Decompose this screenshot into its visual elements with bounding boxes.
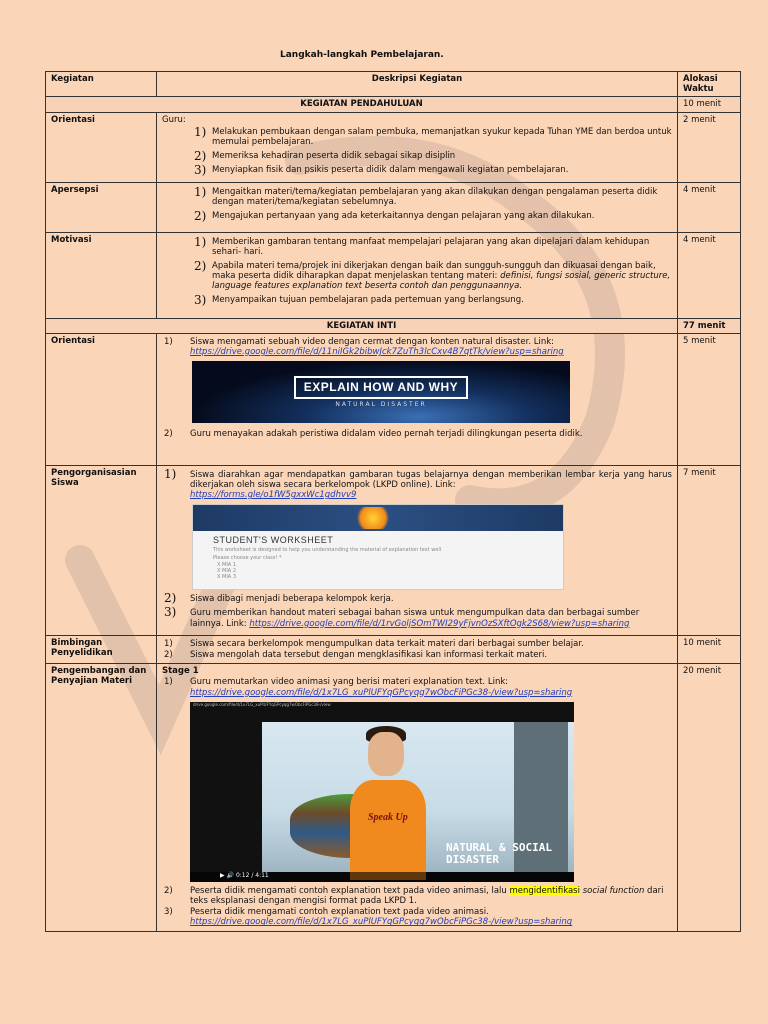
desc-motivasi xyxy=(157,232,678,318)
desc-pengembangan xyxy=(157,664,678,931)
row-motivasi xyxy=(46,232,741,318)
video-time: 0:12 / 4:11 xyxy=(235,871,269,879)
highlighted-word: mengidentifikasi xyxy=(509,885,580,896)
header-alokasi: Alokasi Waktu xyxy=(678,72,741,97)
row-orientasi-inti xyxy=(46,333,741,465)
orientasi-inti-list-2 xyxy=(162,429,672,439)
time-pengembangan: 20 menit xyxy=(678,664,741,931)
list-item: 3) Menyiapkan fisik dan psikis peserta didik dalam mengawali kegiatan pembelajaran. xyxy=(194,163,569,178)
list-item: 2) Siswa mengolah data tersebut dengan mengklasifikasi kan informasi terkait materi. xyxy=(164,650,548,660)
list-item: 2) Guru menayakan adakah peristiwa didalam video pernah terjadi dilingkungan peserta didik. xyxy=(164,429,583,440)
lesson-plan-table xyxy=(45,71,741,932)
label-apersepsi: Apersepsi xyxy=(46,182,157,232)
list-item: 1) Memberikan gambaran tentang manfaat mempelajari pelajaran yang akan dipelajari dalam kehidupan sehari- hari. xyxy=(194,234,650,257)
time-apersepsi: 4 menit xyxy=(678,182,741,232)
list-item: 1) Siswa mengamati sebuah video dengan cermat dengan konten natural disaster. Link: https://drive.google.com/file/d/11niIGk2bibwJck7ZuTh3lcCxv4B7qtTk/view?usp=sharing xyxy=(164,336,564,357)
section-pendahuluan-time: 10 menit xyxy=(678,97,741,112)
guru-label: Guru: xyxy=(162,114,186,125)
pengorganisasian-list xyxy=(162,466,672,501)
list-item: 3) Menyampaikan tujuan pembelajaran pada pertemuan yang berlangsung. xyxy=(194,293,524,308)
play-icon[interactable]: ▶ xyxy=(220,871,225,879)
label-pengorganisasian: Pengorganisasian Siswa xyxy=(46,465,157,635)
motivasi-list xyxy=(162,234,672,308)
list-item: 3) Peserta didik mengamati contoh explanation text pada video animasi. https://drive.google.com/file/d/1x7LG_xuPlUFYqGPcyqg7wObcFiPGc38-/view?usp=sharing xyxy=(164,907,573,928)
list-item: 2) Mengajukan pertanyaan yang ada keterkaitannya dengan pelajaran yang akan dilakukan. xyxy=(194,208,595,223)
time-motivasi: 4 menit xyxy=(678,232,741,318)
presenter-shirt xyxy=(350,780,426,880)
label-orientasi: Orientasi xyxy=(46,112,157,182)
worksheet-subtitle: This worksheet is designed to help you understanding the material of explanation text well xyxy=(213,547,442,554)
list-item: 1) Guru memutarkan video animasi yang berisi materi explanation text. Link: https://drive.google.com/file/d/1x7LG_xuPlUFYqGPcyqg7wObcFiPGc38-/view?usp=sharing xyxy=(164,677,573,698)
time-orientasi-inti: 5 menit xyxy=(678,333,741,465)
list-item: 1) Melakukan pembukaan dengan salam pembuka, memanjatkan syukur kepada Tuhan YME dan berdoa untuk memulai pembelajaran. xyxy=(194,124,672,147)
desc-orientasi xyxy=(157,112,678,182)
handout-link[interactable]: https://drive.google.com/file/d/1rvGoljSOmTWI29yFjvnOzSXftOgk2S68/view?usp=sharing xyxy=(249,618,630,629)
label-orientasi-inti: Orientasi xyxy=(46,333,157,465)
section-inti-title: KEGIATAN INTI xyxy=(46,318,678,333)
label-bimbingan: Bimbingan Penyelidikan xyxy=(46,635,157,663)
orientasi-inti-list xyxy=(162,337,672,357)
list-item: 1) Mengaitkan materi/tema/kegiatan pembelajaran yang akan dilakukan dengan pengalaman peserta didik dengan materi/tema/kegiatan sebelumnya. xyxy=(194,184,658,207)
worksheet-option[interactable]: X MIA 3 xyxy=(217,574,236,581)
list-item: 2) Peserta didik mengamati contoh explanation text pada video animasi, lalu mengidentifikasi social function dari teks eksplanasi dengan mengisi format pada LKPD 1. xyxy=(164,885,664,906)
bimbingan-list xyxy=(162,639,672,660)
desc-bimbingan xyxy=(157,635,678,663)
video-link[interactable]: https://drive.google.com/file/d/11niIGk2bibwJck7ZuTh3lcCxv4B7qtTk/view?usp=sharing xyxy=(190,346,564,357)
label-pengembangan: Pengembangan dan Penyajian Materi xyxy=(46,664,157,931)
header-kegiatan: Kegiatan xyxy=(46,72,157,97)
time-orientasi: 2 menit xyxy=(678,112,741,182)
presenter-avatar xyxy=(368,732,404,776)
volume-icon[interactable]: 🔊 xyxy=(226,871,235,879)
list-item: 2) Memeriksa kehadiran peserta didik sebagai sikap disiplin xyxy=(194,149,456,164)
worksheet-option[interactable]: X MIA 2 xyxy=(217,568,236,575)
section-inti-time: 77 menit xyxy=(678,318,741,333)
list-item: 3) Guru memberikan handout materi sebagai bahan siswa untuk mengumpulkan data dan berbagai sumber lainnya. Link: https://drive.google.com/file/d/1rvGoljSOmTWI29yFjvnOzSXftOgk2S68/view?usp=sharing xyxy=(164,605,640,629)
animation-video-link[interactable]: https://drive.google.com/file/d/1x7LG_xuPlUFYqGPcyqg7wObcFiPGc38-/view?usp=sharing xyxy=(190,687,573,698)
shirt-logo: Speak Up xyxy=(368,811,408,823)
video-title: EXPLAIN HOW AND WHY xyxy=(294,376,468,398)
list-item: 2) Siswa dibagi menjadi beberapa kelompok kerja. xyxy=(164,591,394,606)
row-orientasi-pendahuluan xyxy=(46,112,741,182)
row-apersepsi xyxy=(46,182,741,232)
row-pengembangan xyxy=(46,664,741,931)
list-item: 2) Apabila materi tema/projek ini dikerjakan dengan baik dan sungguh-sungguh dan dikuasai dengan baik, maka peserta didik diharapkan dapat menjelaskan tentang materi: definisi, fungsi sosial, generic structure, language features explanation text beserta contoh dan penggunaannya. xyxy=(194,258,671,292)
worksheet-screenshot[interactable] xyxy=(192,504,564,590)
time-bimbingan: 10 menit xyxy=(678,635,741,663)
label-motivasi: Motivasi xyxy=(46,232,157,318)
section-pendahuluan-title: KEGIATAN PENDAHULUAN xyxy=(46,97,678,112)
row-bimbingan xyxy=(46,635,741,663)
page-title: Langkah-langkah Pembelajaran. xyxy=(280,50,444,60)
time-pengorganisasian: 7 menit xyxy=(678,465,741,635)
worksheet-option[interactable]: X MIA 1 xyxy=(217,562,236,569)
row-pengorganisasian xyxy=(46,465,741,635)
video-title: NATURAL & SOCIAL DISASTER xyxy=(446,840,552,866)
section-inti xyxy=(46,318,741,333)
pengembangan-list xyxy=(162,677,672,697)
header-row xyxy=(46,72,741,97)
desc-orientasi-inti xyxy=(157,333,678,465)
list-item: 1) Siswa diarahkan agar mendapatkan gambaran tugas belajarnya dengan memberikan lembar kerja yang harus dikerjakan oleh siswa secara berkelompok (LKPD online). Link: https://forms.gle/o1fW5gxxWc1gdhvv9 xyxy=(164,466,672,501)
video-controls[interactable] xyxy=(190,872,574,882)
apersepsi-list xyxy=(162,184,672,223)
pengorganisasian-list-2 xyxy=(162,591,672,629)
pengembangan-list-2 xyxy=(162,886,672,928)
orientasi-list xyxy=(162,124,672,178)
list-item: 1) Siswa secara berkelompok mengumpulkan data terkait materi dari berbagai sumber belajar. xyxy=(164,638,584,649)
desc-pengorganisasian xyxy=(157,465,678,635)
video-url-bar: drive.google.com/file/d/1x7LG_xuPlUFYqGPcyqg7wObcFiPGc38-/view xyxy=(193,701,331,707)
animation-video-player[interactable] xyxy=(190,702,574,882)
worksheet-title: STUDENT'S WORKSHEET xyxy=(213,535,334,546)
fire-icon xyxy=(353,507,393,529)
worksheet-question: Please choose your class! * xyxy=(213,555,282,562)
video-subtitle: NATURAL DISASTER xyxy=(335,400,427,408)
header-deskripsi: Deskripsi Kegiatan xyxy=(157,72,678,97)
desc-apersepsi xyxy=(157,182,678,232)
animation-video-link-2[interactable]: https://drive.google.com/file/d/1x7LG_xuPlUFYqGPcyqg7wObcFiPGc38-/view?usp=sharing xyxy=(190,917,573,928)
worksheet-banner xyxy=(193,505,563,531)
section-pendahuluan xyxy=(46,97,741,112)
stage-label: Stage 1 xyxy=(162,666,199,677)
video-thumbnail-earth[interactable] xyxy=(192,361,570,423)
lkpd-link[interactable]: https://forms.gle/o1fW5gxxWc1gdhvv9 xyxy=(190,490,357,501)
